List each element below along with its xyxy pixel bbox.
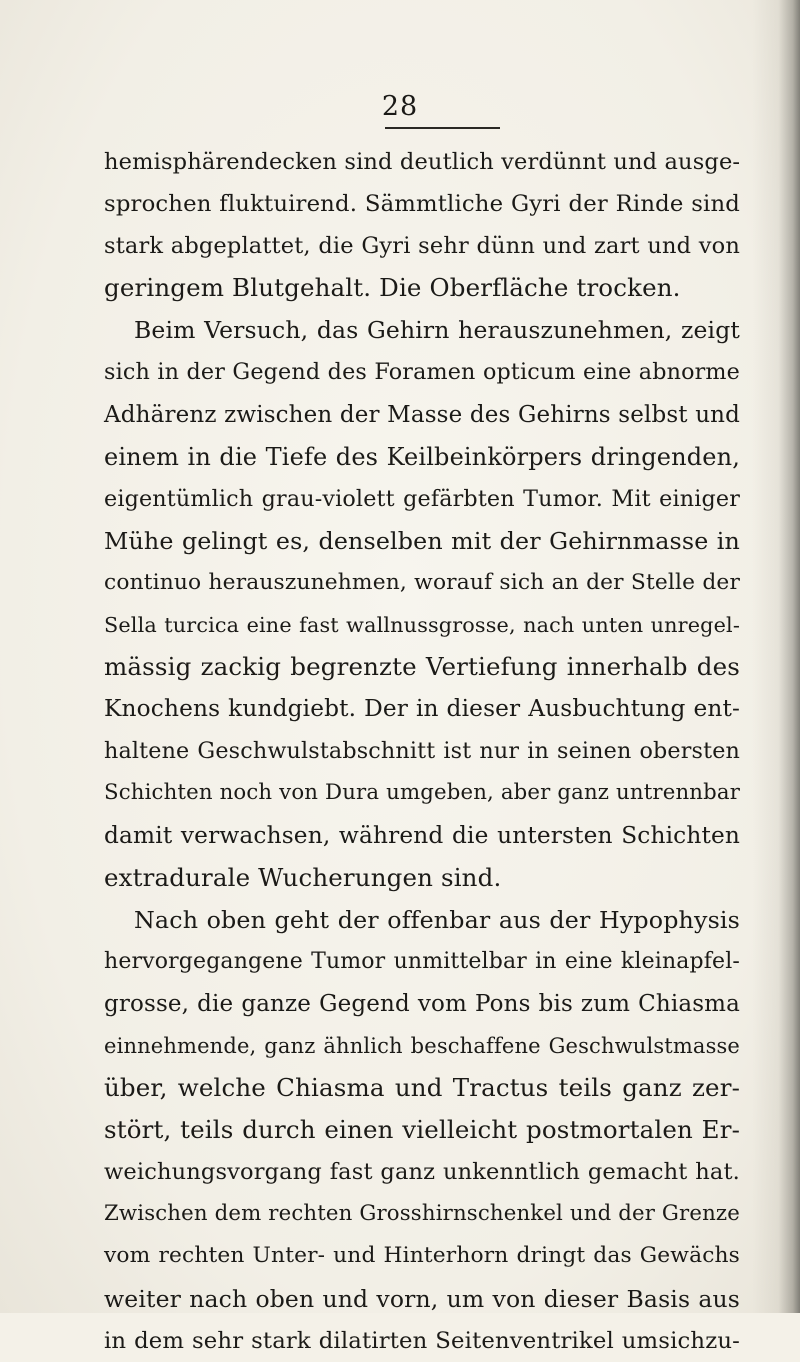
text-line: geringem Blutgehalt. Die Oberfläche trocken. <box>104 273 681 303</box>
text-line: hervorgegangene Tumor unmittelbar in eine kleinapfel- <box>104 948 740 974</box>
text-line: damit verwachsen, während die untersten Schichten <box>104 821 740 849</box>
text-line: continuo herauszunehmen, worauf sich an der Stelle der <box>104 569 740 595</box>
text-line: hemisphärendecken sind deutlich verdünnt und ausge- <box>104 149 741 175</box>
text-line: stark abgeplattet, die Gyri sehr dünn und zart und von <box>104 233 740 260</box>
text-line: einem in die Tiefe des Keilbeinkörpers dringenden, <box>104 442 740 471</box>
page-number: 28 <box>381 91 419 122</box>
text-line: Adhärenz zwischen der Masse des Gehirns selbst und <box>104 401 740 428</box>
text-line: Beim Versuch, das Gehirn herauszunehmen, zeigt <box>134 316 740 345</box>
text-line: über, welche Chiasma und Tractus teils ganz zer- <box>104 1073 740 1103</box>
text-line: mässig zackig begrenzte Vertiefung innerhalb des <box>104 652 740 682</box>
text-line: in dem sehr stark dilatirten Seitenventrikel umsichzu- <box>104 1327 740 1354</box>
header-rule <box>385 127 500 129</box>
text-line: extradurale Wucherungen sind. <box>104 862 502 892</box>
text-line: weichungsvorgang fast ganz unkenntlich gemacht hat. <box>104 1159 740 1186</box>
text-line: sich in der Gegend des Foramen opticum eine abnorme <box>104 359 740 386</box>
text-line: haltene Geschwulstabschnitt ist nur in seinen obersten <box>104 738 740 765</box>
text-line: Nach oben geht der offenbar aus der Hypophysis <box>134 905 740 934</box>
text-line: Zwischen dem rechten Grosshirnschenkel und der Grenze <box>104 1201 740 1227</box>
body-text <box>104 141 740 1362</box>
text-line: stört, teils durch einen vielleicht postmortalen Er- <box>104 1115 740 1145</box>
text-line: eigentümlich grau-violett gefärbten Tumor. Mit einiger <box>104 485 740 512</box>
text-line: Knochens kundgiebt. Der in dieser Ausbuchtung ent- <box>104 695 740 723</box>
text-line: weiter nach oben und vorn, um von dieser Basis aus <box>104 1284 740 1313</box>
text-line: Schichten noch von Dura umgeben, aber ganz untrennbar <box>104 780 740 806</box>
text-line: einnehmende, ganz ähnlich beschaffene Geschwulstmasse <box>104 1033 740 1058</box>
text-line: Sella turcica eine fast wallnussgrosse, nach unten unregel- <box>104 613 740 638</box>
page-edge-shadow <box>752 0 800 1313</box>
text-line: Mühe gelingt es, denselben mit der Gehirnmasse in <box>104 526 740 555</box>
text-line: sprochen fluktuirend. Sämmtliche Gyri der Rinde sind <box>104 191 740 218</box>
text-line: vom rechten Unter- und Hinterhorn dringt das Gewächs <box>104 1243 740 1269</box>
text-line: grosse, die ganze Gegend vom Pons bis zum Chiasma <box>104 990 740 1017</box>
